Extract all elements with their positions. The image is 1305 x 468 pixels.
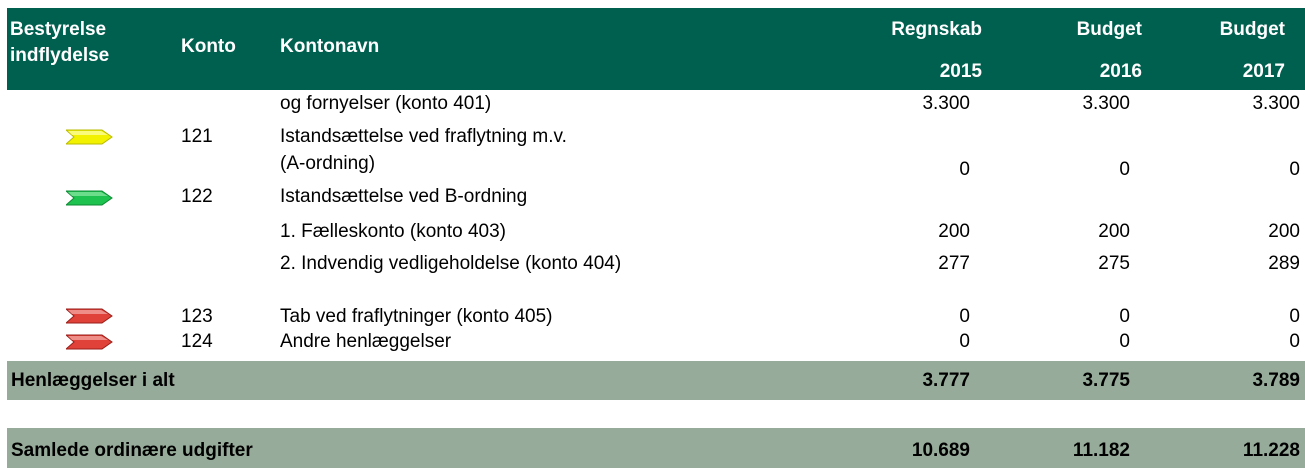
header-col3-label: Budget (1219, 19, 1285, 40)
row-name: Tab ved fraflytninger (konto 405) (280, 306, 553, 327)
row-value-2017: 0 (1289, 331, 1300, 352)
row-value-2016: 0 (1119, 306, 1130, 327)
row-value-2016: 0 (1119, 331, 1130, 352)
red-arrow-icon (66, 333, 114, 351)
row-value-2016: 0 (1119, 159, 1130, 180)
row-name: Istandsættelse ved fraflytning m.v. (280, 126, 567, 147)
row-value-2016: 275 (1098, 253, 1130, 274)
header-influence-line1: Bestyrelse (10, 19, 107, 40)
green-arrow-icon (66, 189, 114, 207)
row-value-2015: 0 (959, 159, 970, 180)
grand-total-value-2015: 10.689 (911, 440, 970, 461)
red-arrow-icon (66, 307, 114, 325)
row-name: Istandsættelse ved B-ordning (280, 186, 528, 207)
row-value-2017: 200 (1268, 221, 1300, 242)
subtotal-row (7, 361, 1305, 400)
row-konto: 122 (181, 186, 213, 207)
subtotal-value-2016: 3.775 (1082, 370, 1130, 391)
header-influence-line2: indflydelse (10, 45, 110, 66)
row-konto: 121 (181, 126, 213, 147)
header-konto: Konto (181, 36, 236, 57)
row-konto: 124 (181, 331, 213, 352)
row-value-2015: 200 (938, 221, 970, 242)
subtotal-value-2015: 3.777 (922, 370, 970, 391)
grand-total-value-2016: 11.182 (1072, 440, 1130, 461)
table-header (7, 8, 1305, 90)
header-col2-label: Budget (1076, 19, 1142, 40)
grand-total-label: Samlede ordinære udgifter (11, 440, 253, 461)
row-value-2016: 200 (1098, 221, 1130, 242)
row-name: og fornyelser (konto 401) (280, 93, 492, 114)
row-name: 1. Fælleskonto (konto 403) (280, 221, 507, 242)
header-col3-year: 2017 (1242, 61, 1285, 82)
row-value-2016: 3.300 (1082, 93, 1130, 114)
row-konto: 123 (181, 306, 213, 327)
header-kontonavn: Kontonavn (280, 36, 380, 57)
header-col1-label: Regnskab (891, 19, 982, 40)
grand-total-value-2017: 11.228 (1242, 440, 1300, 461)
row-value-2015: 3.300 (922, 93, 970, 114)
row-name: 2. Indvendig vedligeholdelse (konto 404) (280, 253, 622, 274)
row-value-2017: 3.300 (1252, 93, 1300, 114)
row-name: (A-ordning) (280, 153, 376, 174)
row-value-2015: 277 (938, 253, 970, 274)
header-col1-year: 2015 (939, 61, 982, 82)
grand-total-row (7, 428, 1305, 468)
row-value-2017: 289 (1268, 253, 1300, 274)
yellow-arrow-icon (66, 128, 114, 146)
row-value-2017: 0 (1289, 159, 1300, 180)
header-col2-year: 2016 (1099, 61, 1142, 82)
subtotal-value-2017: 3.789 (1252, 370, 1300, 391)
row-name: Andre henlæggelser (280, 331, 452, 352)
row-value-2017: 0 (1289, 306, 1300, 327)
row-value-2015: 0 (959, 306, 970, 327)
row-value-2015: 0 (959, 331, 970, 352)
subtotal-label: Henlæggelser i alt (11, 370, 175, 391)
